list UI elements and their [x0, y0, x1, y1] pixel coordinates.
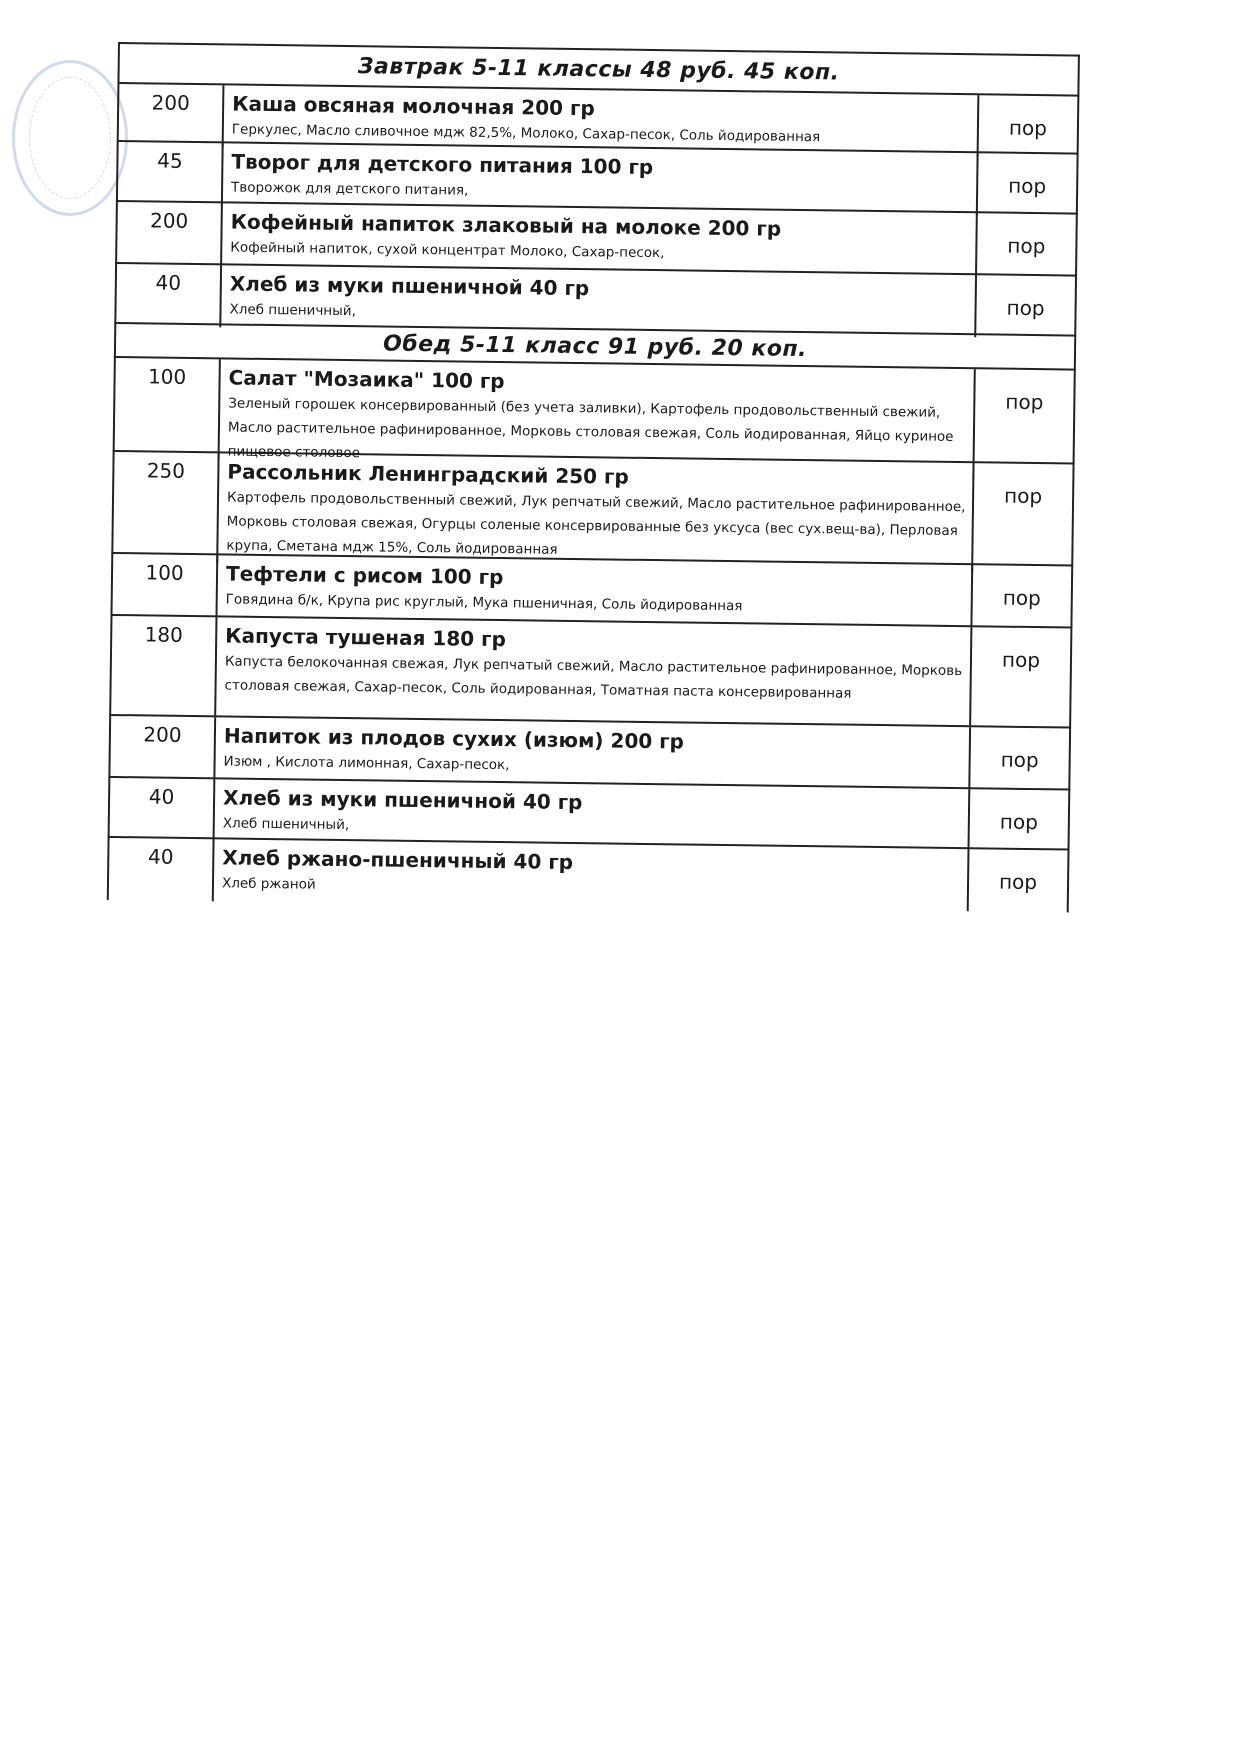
- dish-ingredients: Хлеб пшеничный,: [222, 815, 350, 834]
- unit-label: пор: [976, 153, 1077, 216]
- dish-name: Напиток из плодов сухих (изюм) 200 гр: [223, 723, 685, 754]
- dish-ingredients: Кофейный напиток, сухой концентрат Молоко, Сахар-песок,: [230, 239, 665, 262]
- menu-table: [107, 42, 1080, 913]
- menu-row: [117, 82, 1080, 153]
- menu-row: [109, 614, 1072, 727]
- dish-name: Рассольник Ленинградский 250 гр: [227, 459, 629, 489]
- menu-row: [108, 714, 1071, 789]
- unit-label: пор: [974, 275, 1075, 338]
- menu-row: [111, 450, 1074, 565]
- menu-row: [113, 356, 1076, 463]
- portion-weight: 40: [110, 778, 216, 841]
- portion-weight: 100: [112, 554, 218, 617]
- portion-weight: 180: [111, 616, 217, 715]
- portion-weight: 200: [119, 84, 225, 147]
- dish-name: Кофейный напиток злаковый на молоке 200 гр: [230, 209, 782, 241]
- dish-ingredients: Капуста белокочанная свежая, Лук репчатый свежий, Масло растительное рафинированное, Морковь столовая свежая, Сахар-песок, Соль йодированная, Томатная паста консервированная: [224, 653, 963, 702]
- section-title: Обед 5-11 класс 91 руб. 20 коп.: [382, 330, 808, 362]
- unit-label: пор: [967, 789, 1068, 852]
- section-title: Завтрак 5-11 классы 48 руб. 45 коп.: [357, 53, 840, 85]
- dish-name: Каша овсяная молочная 200 гр: [232, 91, 595, 121]
- unit-label: пор: [967, 849, 1068, 912]
- unit-label: пор: [970, 565, 1071, 628]
- dish-name: Капуста тушеная 180 гр: [225, 623, 507, 652]
- unit-label: пор: [969, 627, 1070, 726]
- dish-ingredients: Хлеб пшеничный,: [229, 301, 357, 320]
- dish-name: Хлеб из муки пшеничной 40 гр: [229, 271, 590, 301]
- unit-label: пор: [975, 213, 1076, 276]
- portion-weight: 200: [117, 202, 223, 265]
- dish-ingredients: Хлеб ржаной: [221, 875, 316, 893]
- portion-weight: 40: [109, 838, 215, 901]
- dish-name: Тефтели с рисом 100 гр: [225, 561, 504, 590]
- unit-label: пор: [968, 727, 1069, 790]
- portion-weight: 200: [110, 716, 216, 779]
- dish-name: Салат "Мозаика" 100 гр: [228, 365, 505, 394]
- stamp-seal: [12, 60, 128, 216]
- dish-ingredients: Изюм , Кислота лимонная, Сахар-песок,: [223, 753, 510, 774]
- unit-label: пор: [971, 463, 1072, 574]
- portion-weight: 45: [118, 142, 224, 205]
- dish-name: Хлеб из муки пшеничной 40 гр: [222, 785, 583, 815]
- unit-label: пор: [972, 369, 1073, 480]
- dish-ingredients: Зеленый горошек консервированный (без учета заливки), Картофель продовольственный свежий, Масло растительное рафинированное, Морковь столовая свежая, Соль йодированная, Яйцо куриное пищевое столовое: [227, 395, 954, 462]
- dish-name: Творог для детского питания 100 гр: [231, 149, 654, 180]
- dish-ingredients: Картофель продовольственный свежий, Лук репчатый свежий, Масло растительное рафинированное, Морковь столовая свежая, Огурцы соленые консервированные без уксуса (вес сух.вещ-ва), Перловая крупа, Сметана мдж 15%, Соль йодированная: [226, 489, 966, 558]
- dish-ingredients: Творожок для детского питания,: [231, 179, 469, 199]
- dish-ingredients: Геркулес, Масло сливочное мдж 82,5%, Молоко, Сахар-песок, Соль йодированная: [231, 121, 821, 146]
- portion-weight: 40: [116, 264, 222, 327]
- dish-name: Хлеб ржано-пшеничный 40 гр: [222, 845, 574, 875]
- portion-weight: 100: [114, 358, 220, 469]
- portion-weight: 250: [113, 452, 219, 563]
- unit-label: пор: [977, 95, 1078, 158]
- dish-ingredients: Говядина б/к, Крупа рис круглый, Мука пшеничная, Соль йодированная: [225, 591, 743, 615]
